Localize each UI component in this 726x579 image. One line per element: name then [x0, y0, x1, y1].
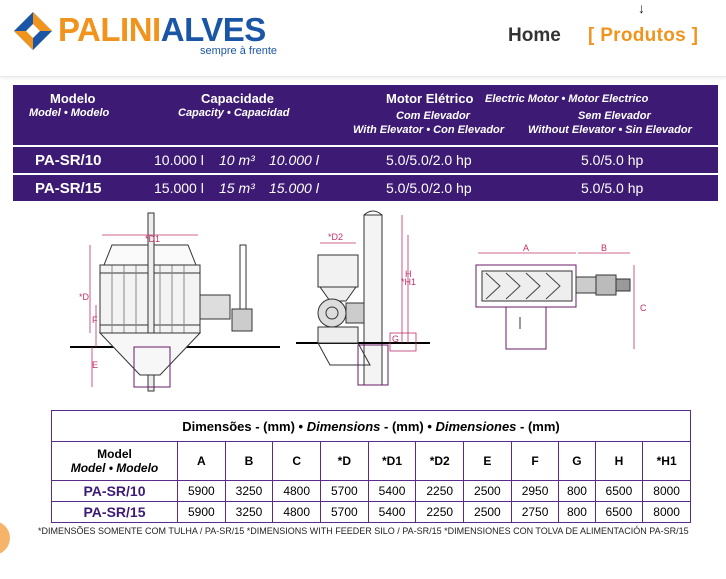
dimensions-title: Dimensões - (mm) • Dimensions - (mm) • Dimensiones - (mm)	[52, 411, 691, 442]
column-header: H	[595, 442, 643, 481]
label-h1: *H1	[401, 277, 417, 287]
column-header: *H1	[643, 442, 691, 481]
header-model: Modelo	[50, 91, 96, 106]
row-capacity-m3: 10 m³	[219, 152, 255, 168]
header-without-elevator: Sem Elevador	[578, 110, 651, 122]
row-capacity-m3: 15 m³	[219, 180, 255, 196]
row-capacity-l2: 15.000 l	[269, 180, 319, 196]
row-motor-with: 5.0/5.0/2.0 hp	[386, 180, 472, 196]
table-cell: 800	[559, 502, 595, 523]
site-header	[0, 0, 726, 77]
table-row	[52, 502, 691, 523]
header-without-elevator-sub: Without Elevator • Sin Elevador	[528, 124, 692, 136]
table-cell: 800	[559, 481, 595, 502]
header-capacity: Capacidade	[201, 91, 274, 106]
row-model: PA-SR/15	[52, 502, 178, 523]
column-header: *D1	[368, 442, 416, 481]
label-f: F	[92, 315, 98, 325]
column-header: *D	[321, 442, 369, 481]
side-view-drawing	[296, 211, 430, 385]
dimensions-header-row	[52, 442, 691, 481]
column-header: C	[273, 442, 321, 481]
label-d1: *D1	[145, 234, 161, 244]
header-motor-sub: Electric Motor • Motor Electrico	[485, 93, 649, 105]
tagline: sempre à frente	[200, 45, 278, 57]
header-model-sub: Model • Modelo	[29, 107, 110, 119]
column-header: G	[559, 442, 595, 481]
table-cell: 6500	[595, 481, 643, 502]
table-cell: 2500	[464, 481, 512, 502]
table-cell: 4800	[273, 481, 321, 502]
column-header: A	[178, 442, 226, 481]
technical-drawings	[0, 205, 726, 405]
floating-chat-button[interactable]	[0, 521, 10, 555]
table-cell: 5400	[368, 502, 416, 523]
palini-alves-logo[interactable]	[12, 8, 292, 64]
label-a: A	[523, 243, 530, 253]
column-header: B	[225, 442, 273, 481]
column-header: E	[464, 442, 512, 481]
column-header: *D2	[416, 442, 464, 481]
header-with-elevator-sub: With Elevator • Con Elevador	[353, 124, 505, 136]
dimensions-table	[51, 410, 691, 523]
brand-part1: PALINI	[58, 11, 161, 48]
row-model: PA-SR/10	[52, 481, 178, 502]
row-capacity-l2: 10.000 l	[269, 152, 319, 168]
label-h: H	[405, 269, 412, 279]
table-cell: 3250	[225, 502, 273, 523]
table-cell: 4800	[273, 502, 321, 523]
label-b: B	[601, 243, 608, 253]
nav-home-link[interactable]: Home	[508, 25, 561, 46]
brand-part2: ALVES	[160, 11, 266, 48]
column-header: F	[511, 442, 559, 481]
row-motor-without: 5.0/5.0 hp	[581, 180, 644, 196]
table-cell: 6500	[595, 502, 643, 523]
spec-row	[13, 175, 718, 201]
header-capacity-sub: Capacity • Capacidad	[178, 107, 290, 119]
label-d2: *D2	[328, 232, 344, 242]
row-motor-with: 5.0/5.0/2.0 hp	[386, 152, 472, 168]
label-d: *D	[79, 292, 90, 302]
logo-arrow-icon	[12, 10, 54, 52]
table-cell: 8000	[643, 502, 691, 523]
table-cell: 5700	[321, 481, 369, 502]
nav-products-link[interactable]: [ Produtos ]	[588, 25, 699, 46]
row-capacity-l: 10.000 l	[154, 152, 204, 168]
row-capacity-l: 15.000 l	[154, 180, 204, 196]
table-cell: 2250	[416, 481, 464, 502]
table-cell: 5900	[178, 502, 226, 523]
capacity-spec-table	[13, 85, 718, 201]
label-e: E	[92, 360, 99, 370]
row-model: PA-SR/15	[35, 180, 102, 197]
model-header: Model Model • Modelo	[52, 442, 178, 481]
spec-row	[13, 147, 718, 173]
table-cell: 5900	[178, 481, 226, 502]
label-g: G	[392, 334, 400, 344]
top-view-drawing	[476, 265, 630, 349]
table-cell: 2500	[464, 502, 512, 523]
table-cell: 3250	[225, 481, 273, 502]
table-cell: 2250	[416, 502, 464, 523]
header-motor: Motor Elétrico	[386, 91, 474, 106]
row-model: PA-SR/10	[35, 152, 102, 169]
brand-name	[58, 12, 266, 48]
front-view-drawing	[70, 213, 280, 391]
table-cell: 5400	[368, 481, 416, 502]
row-motor-without: 5.0/5.0 hp	[581, 152, 644, 168]
table-cell: 2950	[511, 481, 559, 502]
table-row	[52, 481, 691, 502]
table-cell: 2750	[511, 502, 559, 523]
table-cell: 5700	[321, 502, 369, 523]
label-c: C	[640, 303, 647, 313]
header-with-elevator: Com Elevador	[396, 110, 470, 122]
table-cell: 8000	[643, 481, 691, 502]
dimensions-footnote: *DIMENSÕES SOMENTE COM TULHA / PA-SR/15 *DIMENSIONS WITH FEEDER SILO / PA-SR/15 *DIMENSIONES CON TOLVA DE ALIMENTACIÓN PA-SR/15	[38, 526, 689, 536]
arrow-down-icon: ↓	[638, 0, 645, 16]
